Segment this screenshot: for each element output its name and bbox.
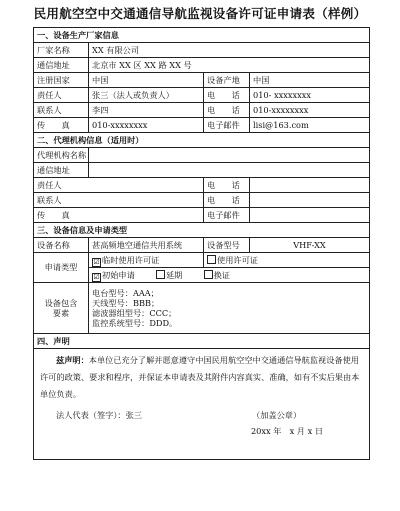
agent-contact-phone-label: 电 话	[204, 193, 250, 208]
origin-label: 设备产地	[204, 73, 250, 88]
checkbox-checked-icon[interactable]: ☑	[93, 272, 100, 281]
agent-address-value[interactable]	[89, 163, 370, 178]
checkbox-empty-icon[interactable]	[156, 270, 165, 279]
country-label: 注册国家	[34, 73, 89, 88]
manufacturer-responsible-row	[34, 88, 370, 103]
option-extension[interactable]	[156, 270, 182, 280]
fax-value[interactable]: 010-xxxxxxxx	[89, 118, 204, 133]
phone-label: 电 话	[204, 88, 250, 103]
manufacturer-contact-row	[34, 103, 370, 118]
phone-value[interactable]: 010- xxxxxxxx	[250, 88, 370, 103]
device-model-label: 设备型号	[204, 238, 250, 253]
declaration-paragraph	[40, 352, 363, 403]
apply-type-label: 申请类型	[34, 253, 89, 283]
manufacturer-address-row	[34, 58, 370, 73]
component-item: 天线型号：BBB；	[92, 298, 160, 308]
declaration-row	[34, 349, 370, 460]
origin-value[interactable]: 中国	[250, 73, 370, 88]
option-initial[interactable]	[92, 270, 135, 280]
checkbox-checked-icon[interactable]: ☑	[93, 257, 100, 266]
device-name-row	[34, 238, 370, 253]
agent-responsible-row	[34, 178, 370, 193]
agent-name-label: 代理机构名称	[34, 148, 89, 163]
component-item: 滤波器组型号：CCC；	[92, 308, 177, 318]
manufacturer-country-row	[34, 73, 370, 88]
agent-responsible-label: 责任人	[34, 178, 204, 193]
agent-contact-phone-value[interactable]	[250, 193, 370, 208]
component-item: 电台型号：AAA；	[92, 288, 159, 298]
section4-header: 四、声明	[34, 334, 370, 349]
declaration-cell	[34, 349, 370, 460]
contact-phone-label: 电 话	[204, 103, 250, 118]
checkbox-empty-icon[interactable]	[204, 270, 213, 279]
manufacturer-name-label: 厂家名称	[34, 43, 89, 58]
agent-phone-label: 电 话	[204, 178, 250, 193]
apply-type-row-1	[34, 253, 370, 268]
section3-header: 三、设备信息及申请类型	[34, 223, 370, 238]
option-label: 使用许可证	[217, 254, 258, 265]
agent-address-row	[34, 163, 370, 178]
device-model-value[interactable]: VHF-XX	[250, 238, 370, 253]
form-title: 民用航空空中交通通信导航监视设备许可证申请表（样例）	[33, 6, 367, 21]
fax-label: 传 真	[34, 118, 89, 133]
components-list[interactable]	[89, 283, 370, 334]
section3-header-row	[34, 223, 370, 238]
agent-address-label: 通信地址	[34, 163, 89, 178]
signature-label[interactable]: 法人代表（签字）：张三	[56, 410, 142, 420]
option-label: 临时使用许可证	[102, 254, 160, 265]
components-label: 设备包含 要素	[34, 283, 89, 334]
declaration-text: 本单位已充分了解并愿意遵守中国民用航空空中交通通信导航监视设备使用许可的政策、要求和程序，并保证本申请表及其附件内容真实、准确，如有不实后果由本单位负责。	[40, 355, 360, 399]
responsible-label: 责任人	[34, 88, 89, 103]
agent-contact-label: 联系人	[34, 193, 204, 208]
manufacturer-address-label: 通信地址	[34, 58, 89, 73]
option-use-license[interactable]	[204, 253, 370, 268]
application-table	[33, 27, 370, 460]
option-label: 换证	[213, 269, 230, 280]
contact-label: 联系人	[34, 103, 89, 118]
agent-email-label: 电子邮件	[204, 208, 250, 223]
section2-header-row	[34, 133, 370, 148]
email-value[interactable]: lisi@163.com	[250, 118, 370, 133]
device-name-label: 设备名称	[34, 238, 89, 253]
manufacturer-fax-row	[34, 118, 370, 133]
agent-email-value[interactable]	[250, 208, 370, 223]
declaration-date[interactable]: 20xx 年 x 月 x 日	[250, 426, 324, 436]
email-label: 电子邮件	[204, 118, 250, 133]
agent-contact-row	[34, 193, 370, 208]
contact-value[interactable]: 李四	[89, 103, 204, 118]
checkbox-empty-icon[interactable]	[207, 255, 216, 264]
manufacturer-name-value[interactable]: XX 有限公司	[89, 43, 370, 58]
components-row	[34, 283, 370, 334]
agent-phone-value[interactable]	[250, 178, 370, 193]
signature-line	[40, 407, 363, 423]
device-name-value[interactable]: 甚高频地空通信共用系统	[89, 238, 204, 253]
section1-header-row	[34, 28, 370, 43]
declaration-lead: 兹声明：	[56, 355, 89, 365]
option-renewal[interactable]	[204, 270, 230, 280]
country-value[interactable]: 中国	[89, 73, 204, 88]
contact-phone-value[interactable]: 010-xxxxxxxx	[250, 103, 370, 118]
agent-fax-row	[34, 208, 370, 223]
manufacturer-name-row	[34, 43, 370, 58]
option-temp-license[interactable]	[89, 253, 204, 268]
section4-header-row	[34, 334, 370, 349]
option-label: 初始申请	[102, 269, 135, 280]
agent-fax-label: 传 真	[34, 208, 204, 223]
section1-header: 一、设备生产厂家信息	[34, 28, 370, 43]
manufacturer-address-value[interactable]: 北京市 XX 区 XX 路 XX 号	[89, 58, 370, 73]
seal-label: （加盖公章）	[252, 410, 302, 420]
section2-header: 二、代理机构信息（适用时）	[34, 133, 370, 148]
apply-options-group	[89, 268, 370, 283]
component-item: 监控系统型号：DDD。	[92, 318, 178, 328]
responsible-value[interactable]: 张三（法人或负责人）	[89, 88, 204, 103]
agent-name-row	[34, 148, 370, 163]
option-label: 延期	[165, 269, 183, 280]
agent-name-value[interactable]	[89, 148, 370, 163]
